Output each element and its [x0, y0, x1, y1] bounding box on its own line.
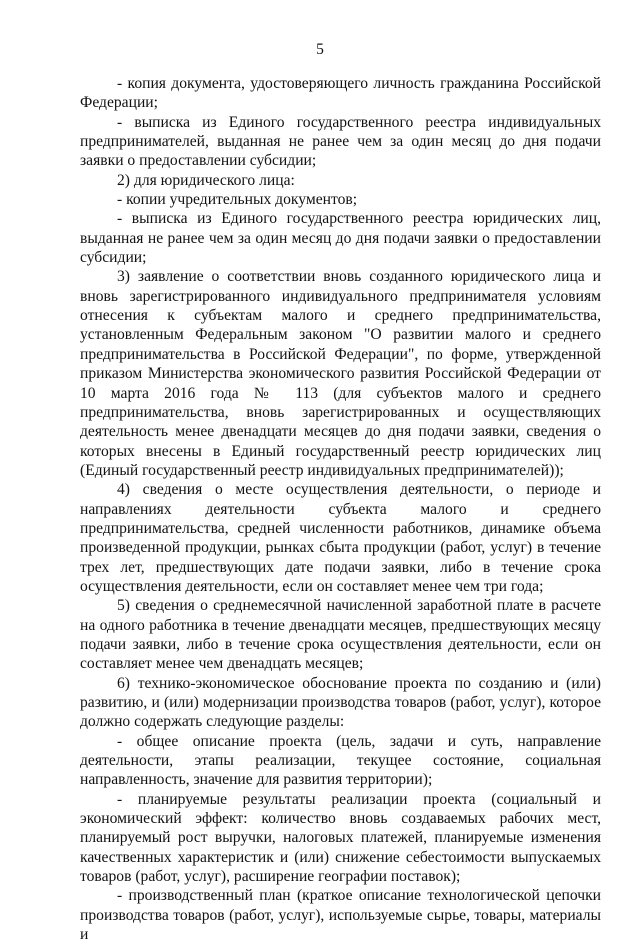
paragraph-average-salary: 5) сведения о среднемесячной начисленной заработной плате в расчете на одного работника в течение двенадцати месяцев, предшествующих месяцу подачи заявки, либо в течение срока осуществления деятельности, если он составляет менее чем двенадцать месяцев;: [80, 597, 601, 673]
paragraph-legal-entity-heading: 2) для юридического лица:: [117, 171, 295, 189]
paragraph-activity-info: 4) сведения о месте осуществления деятельности, о периоде и направлениях деятельности субъекта малого и среднего предпринимательства, средней численности работников, динамике объема произведенной продукции, рынках сбыта продукции (работ, услуг) в течение трех лет, предшествующих дате подачи заявки, либо в течение срока осуществления деятельности, если он составляет менее чем три года;: [80, 481, 601, 595]
page-number: 5: [316, 41, 324, 58]
paragraph-sme-compliance-statement: 3) заявление о соответствии вновь созданного юридического лица и вновь зарегистрированного индивидуального предпринимателя условиям отнесения к субъектам малого и среднего предпринимательства, установленным Федеральным законом "О развитии малого и среднего предпринимательства в Российской Федерации", по форме, утвержденной приказом Министерства экономического развития Российской Федерации от 10 марта 2016 года № 113 (для субъектов малого и среднего предпринимательства, вновь зарегистрированных и осуществляющих деятельность менее двенадцати месяцев до дня подачи заявки, сведения о которых внесены в Единый государственный реестр юридических лиц (Единый государственный реестр индивидуальных предпринимателей));: [80, 268, 601, 479]
document-body: [80, 74, 601, 944]
paragraph-founding-documents: - копии учредительных документов;: [117, 191, 358, 209]
paragraph-passport-copy: - копия документа, удостоверяющего личность гражданина Российской Федерации;: [80, 75, 601, 112]
paragraph-feasibility-study: 6) технико-экономическое обоснование проекта по созданию и (или) развитию, и (или) модернизации производства товаров (работ, услуг), которое должно содержать следующие разделы:: [80, 674, 601, 731]
paragraph-project-description: - общее описание проекта (цель, задачи и суть, направление деятельности, этапы реализации, текущее состояние, социальная направленность, значение для развития территории);: [80, 732, 601, 789]
paragraph-planned-results: - планируемые результаты реализации проекта (социальный и экономический эффект: количество вновь создаваемых рабочих мест, планируемый рост выручки, налоговых платежей, планируемые изменения качественных характеристик и (или) снижение себестоимости выпускаемых товаров (работ, услуг), расширение географии поставок);: [80, 790, 601, 886]
paragraph-production-plan: - производственный план (краткое описание технологической цепочки производства товаров (работ, услуг), используемые сырье, товары, материалы и: [80, 887, 601, 944]
paragraph-legal-registry-extract: - выписка из Единого государственного реестра юридических лиц, выданная не ранее чем за один месяц до дня подачи заявки о предоставлении субсидии;: [80, 210, 601, 267]
paragraph-ip-registry-extract: - выписка из Единого государственного реестра индивидуальных предпринимателей, выданная не ранее чем за один месяц до дня подачи заявки о предоставлении субсидии;: [80, 113, 601, 170]
